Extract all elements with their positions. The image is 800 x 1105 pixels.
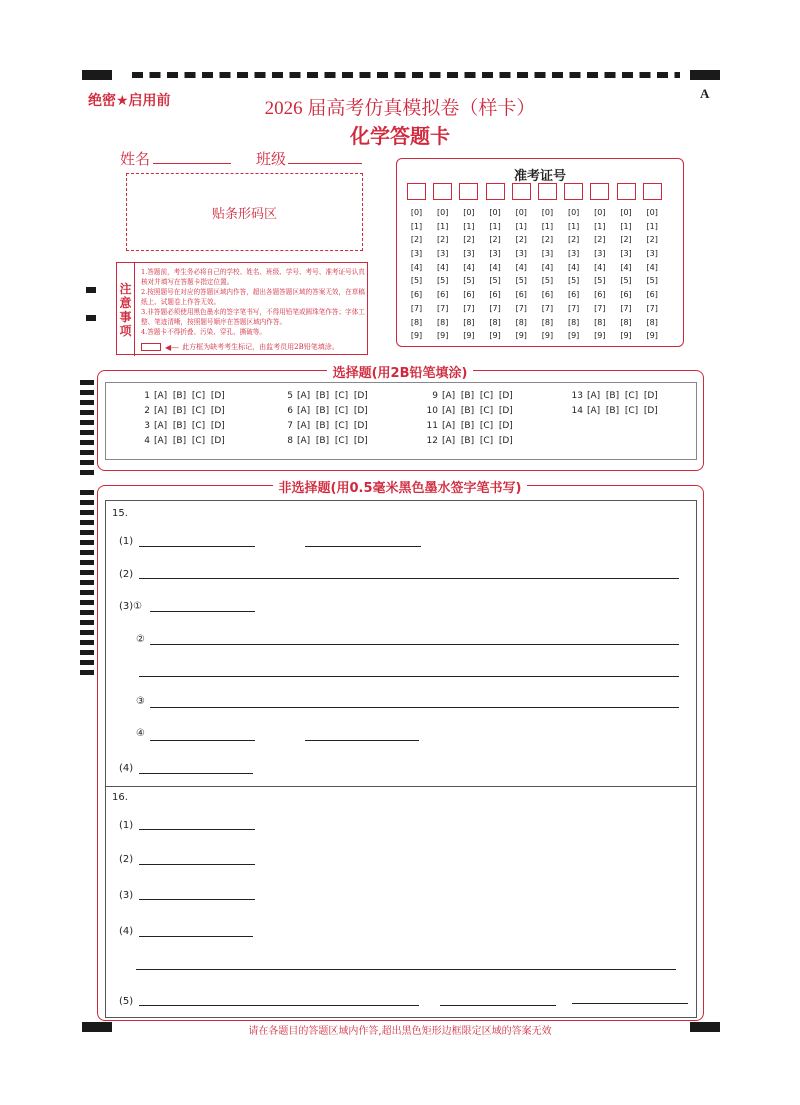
- exam-id-column: [617, 183, 636, 343]
- exam-id-bubble[interactable]: [2]: [620, 235, 632, 245]
- mcq-options[interactable]: [A] [B] [C] [D]: [442, 391, 513, 401]
- barcode-area: [126, 173, 363, 251]
- exam-id-title: 准考证号: [513, 169, 566, 184]
- paper-type: A: [700, 86, 710, 101]
- mcq-question-number: 12: [426, 436, 438, 446]
- exam-id-bubble[interactable]: [2]: [463, 235, 475, 245]
- q16-part3-blank[interactable]: [139, 888, 255, 900]
- mcq-question-number: 11: [426, 421, 438, 431]
- exam-id-bubble[interactable]: [2]: [541, 235, 554, 245]
- q15-part1-label: (1): [119, 536, 134, 547]
- absent-mark-row: [141, 342, 367, 352]
- q15-part3-blank-4b[interactable]: [305, 729, 419, 741]
- exam-id-bubble[interactable]: [1]: [489, 221, 501, 231]
- mcq-question-number: 4: [144, 436, 150, 446]
- exam-id-bubble[interactable]: [8]: [515, 317, 527, 327]
- exam-id-bubble[interactable]: [0]: [410, 208, 423, 217]
- mcq-options[interactable]: [A] [B] [C] [D]: [154, 421, 225, 431]
- exam-id-bubble[interactable]: [1]: [567, 221, 580, 231]
- exam-id-column: [590, 183, 609, 343]
- notice-side-label: 注 意 事 项: [117, 263, 135, 356]
- absent-note: 此方框为缺考考生标记，由监考员用2B铅笔填涂。: [182, 343, 339, 351]
- mcq-options[interactable]: [A] [B] [C] [D]: [587, 391, 658, 401]
- exam-id-bubble[interactable]: [1]: [541, 221, 554, 231]
- exam-id-bubble[interactable]: [4]: [437, 262, 449, 272]
- q15-part3-blank-1[interactable]: [150, 600, 255, 612]
- q15-part2-label: (2): [119, 569, 134, 580]
- exam-id-bubble[interactable]: [8]: [437, 317, 449, 327]
- q16-part5-blank-a[interactable]: [139, 994, 419, 1006]
- exam-id-bubble[interactable]: [0]: [463, 208, 475, 217]
- exam-id-bubble[interactable]: [1]: [437, 221, 449, 231]
- q16-part1-label: (1): [119, 820, 134, 831]
- mcq-options[interactable]: [A] [B] [C] [D]: [297, 391, 368, 401]
- exam-id-bubble[interactable]: [7]: [541, 303, 554, 313]
- mcq-options[interactable]: [A] [B] [C] [D]: [154, 391, 225, 401]
- exam-id-bubble[interactable]: [5]: [437, 276, 449, 286]
- mcq-question-row[interactable]: [426, 391, 513, 401]
- mcq-question-number: 1: [144, 391, 150, 401]
- exam-id-bubble[interactable]: [9]: [646, 331, 658, 341]
- exam-id-bubble[interactable]: [9]: [594, 331, 606, 341]
- exam-id-bubble[interactable]: [4]: [410, 262, 423, 272]
- exam-id-column: [512, 183, 531, 343]
- q15-part1-blank-a[interactable]: [139, 535, 255, 547]
- mcq-options[interactable]: [A] [B] [C] [D]: [154, 406, 225, 416]
- exam-id-bubble[interactable]: [2]: [410, 235, 423, 245]
- exam-id-bubble[interactable]: [4]: [646, 262, 658, 272]
- exam-id-bubble[interactable]: [5]: [620, 276, 632, 286]
- exam-id-bubble[interactable]: [9]: [620, 331, 632, 341]
- exam-id-bubble[interactable]: [2]: [567, 235, 580, 245]
- mcq-question-row[interactable]: [426, 421, 513, 431]
- exam-id-bubble[interactable]: [0]: [646, 208, 658, 217]
- mcq-question-row[interactable]: [426, 436, 513, 446]
- exam-id-bubble[interactable]: [7]: [437, 303, 449, 313]
- q15-part1-blank-b[interactable]: [305, 535, 421, 547]
- exam-id-write-cell[interactable]: [617, 183, 636, 200]
- name-field[interactable]: [153, 148, 231, 164]
- mcq-options[interactable]: [A] [B] [C] [D]: [297, 406, 368, 416]
- exam-id-bubble[interactable]: [2]: [646, 235, 658, 245]
- mcq-options[interactable]: [A] [B] [C] [D]: [297, 421, 368, 431]
- exam-id-bubble[interactable]: [3]: [620, 249, 632, 259]
- notice-item: 1.答题前，考生务必将自己的学校、姓名、班级、学号、考号、准考证号认真核对并填写在答题卡指定位置。: [141, 268, 365, 286]
- timing-strip-left-2: [80, 490, 94, 680]
- exam-id-column: [433, 183, 452, 343]
- exam-id-bubble[interactable]: [6]: [489, 290, 501, 300]
- exam-id-bubble[interactable]: [9]: [437, 331, 449, 341]
- mcq-question-row[interactable]: [571, 391, 658, 401]
- notice-items: [141, 267, 365, 337]
- exam-id-bubble[interactable]: [8]: [489, 317, 501, 327]
- mcq-question-row[interactable]: [138, 391, 225, 401]
- notice-item: 4.答题卡不得折叠、污染、穿孔、撕破等。: [141, 328, 266, 336]
- exam-id-bubble[interactable]: [7]: [567, 303, 580, 313]
- q16-part1-blank[interactable]: [139, 818, 255, 830]
- exam-id-bubble[interactable]: [5]: [646, 276, 658, 286]
- exam-id-bubble[interactable]: [0]: [620, 208, 632, 217]
- exam-id-bubble[interactable]: [0]: [489, 208, 501, 217]
- exam-id-bubble[interactable]: [8]: [567, 317, 580, 327]
- q16-part4-blank-b[interactable]: [136, 958, 676, 970]
- exam-id-bubble[interactable]: [5]: [594, 276, 606, 286]
- mcq-question-number: 7: [287, 421, 293, 431]
- timing-strip-top: [132, 72, 680, 78]
- exam-id-bubble[interactable]: [7]: [489, 303, 501, 313]
- exam-id-bubble[interactable]: [7]: [594, 303, 606, 313]
- exam-id-bubble[interactable]: [2]: [437, 235, 449, 245]
- exam-id-column: [564, 183, 583, 343]
- class-field[interactable]: [288, 148, 362, 164]
- mcq-question-row[interactable]: [426, 406, 513, 416]
- arrow-left-icon: ◀—: [165, 342, 180, 352]
- q16-part4-blank-a[interactable]: [139, 925, 253, 937]
- q15-part3-blank-2a[interactable]: [150, 633, 679, 645]
- exam-id-bubble[interactable]: [6]: [515, 290, 527, 300]
- exam-id-bubble[interactable]: [5]: [567, 276, 580, 286]
- q15-part3-label: (3)①: [119, 601, 143, 612]
- q15-part4-blank[interactable]: [139, 762, 253, 774]
- exam-id-column: [643, 183, 662, 343]
- exam-id-bubble[interactable]: [7]: [410, 303, 423, 313]
- exam-id-bubble[interactable]: [8]: [620, 317, 632, 327]
- exam-id-bubble[interactable]: [3]: [541, 249, 554, 259]
- written-title: 非选择题(用0.5毫米黑色墨水签字笔书写): [0, 477, 800, 496]
- exam-id-bubble[interactable]: [9]: [489, 331, 501, 341]
- exam-id-bubble[interactable]: [6]: [594, 290, 606, 300]
- q16-part3-label: (3): [119, 890, 134, 901]
- exam-id-bubble[interactable]: [8]: [646, 317, 658, 327]
- mcq-question-number: 3: [144, 421, 150, 431]
- exam-id-bubble[interactable]: [2]: [594, 235, 606, 245]
- exam-id-write-cell[interactable]: [459, 183, 478, 200]
- exam-id-columns: [407, 183, 662, 343]
- mcq-grid: [105, 382, 697, 460]
- exam-id-bubble[interactable]: [3]: [567, 249, 580, 259]
- exam-id-bubble[interactable]: [7]: [620, 303, 632, 313]
- exam-id-box: [396, 158, 684, 347]
- exam-id-bubble[interactable]: [5]: [489, 276, 501, 286]
- exam-id-write-cell[interactable]: [538, 183, 557, 200]
- exam-id-write-cell[interactable]: [433, 183, 452, 200]
- mcq-question-row[interactable]: [138, 421, 225, 431]
- mcq-question-number: 9: [432, 391, 438, 401]
- footer-warning: 请在各题目的答题区域内作答,超出黑色矩形边框限定区域的答案无效: [248, 1026, 552, 1037]
- exam-id-bubble[interactable]: [6]: [541, 290, 554, 300]
- exam-id-write-cell[interactable]: [643, 183, 662, 200]
- mcq-question-row[interactable]: [571, 406, 658, 416]
- exam-id-bubble[interactable]: [6]: [410, 290, 423, 300]
- exam-id-bubble[interactable]: [9]: [515, 331, 527, 341]
- exam-id-bubble[interactable]: [0]: [437, 208, 449, 217]
- exam-id-bubble[interactable]: [4]: [567, 262, 580, 272]
- exam-id-bubble[interactable]: [8]: [541, 317, 554, 327]
- q16-part5-blank-c[interactable]: [572, 992, 688, 1004]
- exam-id-bubble[interactable]: [1]: [463, 221, 475, 231]
- mcq-question-row[interactable]: [281, 406, 368, 416]
- mcq-question-number: 6: [287, 406, 293, 416]
- exam-id-bubble[interactable]: [9]: [463, 331, 475, 341]
- exam-id-bubble[interactable]: [4]: [463, 262, 475, 272]
- absent-checkbox[interactable]: [141, 343, 161, 351]
- mcq-question-row[interactable]: [138, 406, 225, 416]
- name-label: 姓名: [120, 150, 151, 168]
- q15-part4-label: (4): [119, 763, 134, 774]
- timing-mark-top-right: [690, 70, 720, 80]
- exam-id-bubble[interactable]: [5]: [410, 276, 423, 286]
- exam-id-bubble[interactable]: [9]: [541, 331, 554, 341]
- exam-id-bubble[interactable]: [3]: [646, 249, 658, 259]
- q16-part4-label: (4): [119, 926, 134, 937]
- q15-part3-sub2-label: ②: [136, 634, 145, 645]
- exam-id-bubble[interactable]: [7]: [646, 303, 658, 313]
- mcq-question-number: 10: [426, 406, 438, 416]
- mcq-options[interactable]: [A] [B] [C] [D]: [154, 436, 225, 446]
- exam-id-column: [459, 183, 478, 343]
- exam-id-bubble[interactable]: [0]: [567, 208, 580, 217]
- mcq-options[interactable]: [A] [B] [C] [D]: [442, 421, 513, 431]
- exam-id-write-cell[interactable]: [407, 183, 426, 200]
- exam-id-bubble[interactable]: [8]: [594, 317, 606, 327]
- exam-id-bubble[interactable]: [6]: [646, 290, 658, 300]
- exam-id-bubble[interactable]: [9]: [567, 331, 580, 341]
- exam-id-bubble[interactable]: [5]: [541, 276, 554, 286]
- mcq-options[interactable]: [A] [B] [C] [D]: [442, 436, 513, 446]
- exam-id-bubble[interactable]: [2]: [515, 235, 527, 245]
- timing-mark-top-left: [82, 70, 112, 80]
- exam-id-column: [407, 183, 426, 343]
- exam-id-bubble[interactable]: [6]: [437, 290, 449, 300]
- q15-part3-blank-3[interactable]: [150, 696, 679, 708]
- mcq-options[interactable]: [A] [B] [C] [D]: [442, 406, 513, 416]
- mcq-question-row[interactable]: [281, 421, 368, 431]
- mcq-question-number: 2: [144, 406, 150, 416]
- mcq-question-number: 5: [287, 391, 293, 401]
- mcq-question-row[interactable]: [281, 436, 368, 446]
- notice-box: [116, 262, 368, 355]
- barcode-label: 贴条形码区: [211, 206, 277, 222]
- q15-part3-blank-2b[interactable]: [139, 665, 679, 677]
- exam-id-bubble[interactable]: [3]: [437, 249, 449, 259]
- timing-mark-left-1: [86, 287, 96, 293]
- exam-id-write-cell[interactable]: [590, 183, 609, 200]
- exam-id-bubble[interactable]: [4]: [489, 262, 501, 272]
- exam-id-bubble[interactable]: [3]: [410, 249, 423, 259]
- q15-part3-sub4-label: ④: [136, 728, 145, 739]
- sheet-subtitle: 化学答题卡: [350, 124, 450, 148]
- exam-id-bubble[interactable]: [1]: [646, 221, 658, 231]
- exam-id-bubble[interactable]: [0]: [594, 208, 606, 217]
- exam-id-bubble[interactable]: [0]: [515, 208, 527, 217]
- exam-title: 2026 届高考仿真模拟卷（样卡）: [264, 98, 536, 119]
- mcq-question-row[interactable]: [138, 436, 225, 446]
- exam-id-bubble[interactable]: [7]: [515, 303, 527, 313]
- exam-id-bubble[interactable]: [1]: [515, 221, 527, 231]
- mcq-question-number: 14: [571, 406, 583, 416]
- exam-id-write-cell[interactable]: [512, 183, 531, 200]
- exam-id-bubble[interactable]: [4]: [515, 262, 527, 272]
- exam-id-bubble[interactable]: [8]: [410, 317, 423, 327]
- mcq-options[interactable]: [A] [B] [C] [D]: [297, 436, 368, 446]
- exam-id-bubble[interactable]: [4]: [541, 262, 554, 272]
- mcq-title: 选择题(用2B铅笔填涂): [0, 362, 800, 381]
- q15-part2-blank[interactable]: [139, 567, 679, 579]
- secret-label: 绝密★启用前: [88, 93, 171, 109]
- exam-id-bubble[interactable]: [1]: [620, 221, 632, 231]
- q16-number: 16.: [112, 792, 128, 803]
- exam-id-bubble[interactable]: [3]: [594, 249, 606, 259]
- exam-id-bubble[interactable]: [6]: [567, 290, 580, 300]
- exam-id-bubble[interactable]: [8]: [463, 317, 475, 327]
- exam-id-bubble[interactable]: [6]: [620, 290, 632, 300]
- class-label: 班级: [256, 150, 287, 168]
- exam-id-bubble[interactable]: [9]: [410, 331, 423, 341]
- q16-part2-label: (2): [119, 854, 134, 865]
- exam-id-bubble[interactable]: [3]: [463, 249, 475, 259]
- mcq-question-row[interactable]: [281, 391, 368, 401]
- exam-id-bubble[interactable]: [1]: [410, 221, 423, 231]
- exam-id-bubble[interactable]: [4]: [620, 262, 632, 272]
- q15-part3-blank-4a[interactable]: [150, 729, 255, 741]
- notice-item: 2.按照题号在对应的答题区域内作答，超出各题答题区域的答案无效，在草稿纸上、试题卷上作答无效。: [141, 288, 365, 306]
- exam-id-write-cell[interactable]: [486, 183, 505, 200]
- exam-id-bubble[interactable]: [0]: [541, 208, 554, 217]
- exam-id-column: [486, 183, 505, 343]
- exam-id-bubble[interactable]: [7]: [463, 303, 475, 313]
- exam-id-bubble[interactable]: [4]: [594, 262, 606, 272]
- exam-id-bubble[interactable]: [5]: [463, 276, 475, 286]
- timing-strip-left-1: [80, 380, 94, 480]
- exam-id-write-cell[interactable]: [564, 183, 583, 200]
- exam-id-bubble[interactable]: [6]: [463, 290, 475, 300]
- exam-id-bubble[interactable]: [3]: [489, 249, 501, 259]
- q16-part5-blank-b[interactable]: [440, 994, 556, 1006]
- q16-part5-label: (5): [119, 996, 134, 1007]
- exam-id-bubble[interactable]: [5]: [515, 276, 527, 286]
- exam-id-bubble[interactable]: [3]: [515, 249, 527, 259]
- q15-part3-sub3-label: ③: [136, 696, 145, 707]
- exam-id-bubble[interactable]: [2]: [489, 235, 501, 245]
- mcq-question-number: 13: [571, 391, 583, 401]
- exam-id-bubble[interactable]: [1]: [594, 221, 606, 231]
- mcq-options[interactable]: [A] [B] [C] [D]: [587, 406, 658, 416]
- timing-mark-left-2: [86, 315, 96, 321]
- exam-id-column: [538, 183, 557, 343]
- notice-item: 3.非答题必须使用黑色墨水的签字笔书写，不得用铅笔或圆珠笔作答；字体工整、笔迹清晰，按照题号顺序在答题区域内作答。: [141, 308, 365, 326]
- q16-part2-blank[interactable]: [139, 853, 255, 865]
- mcq-question-number: 8: [287, 436, 293, 446]
- q15-number: 15.: [112, 508, 128, 519]
